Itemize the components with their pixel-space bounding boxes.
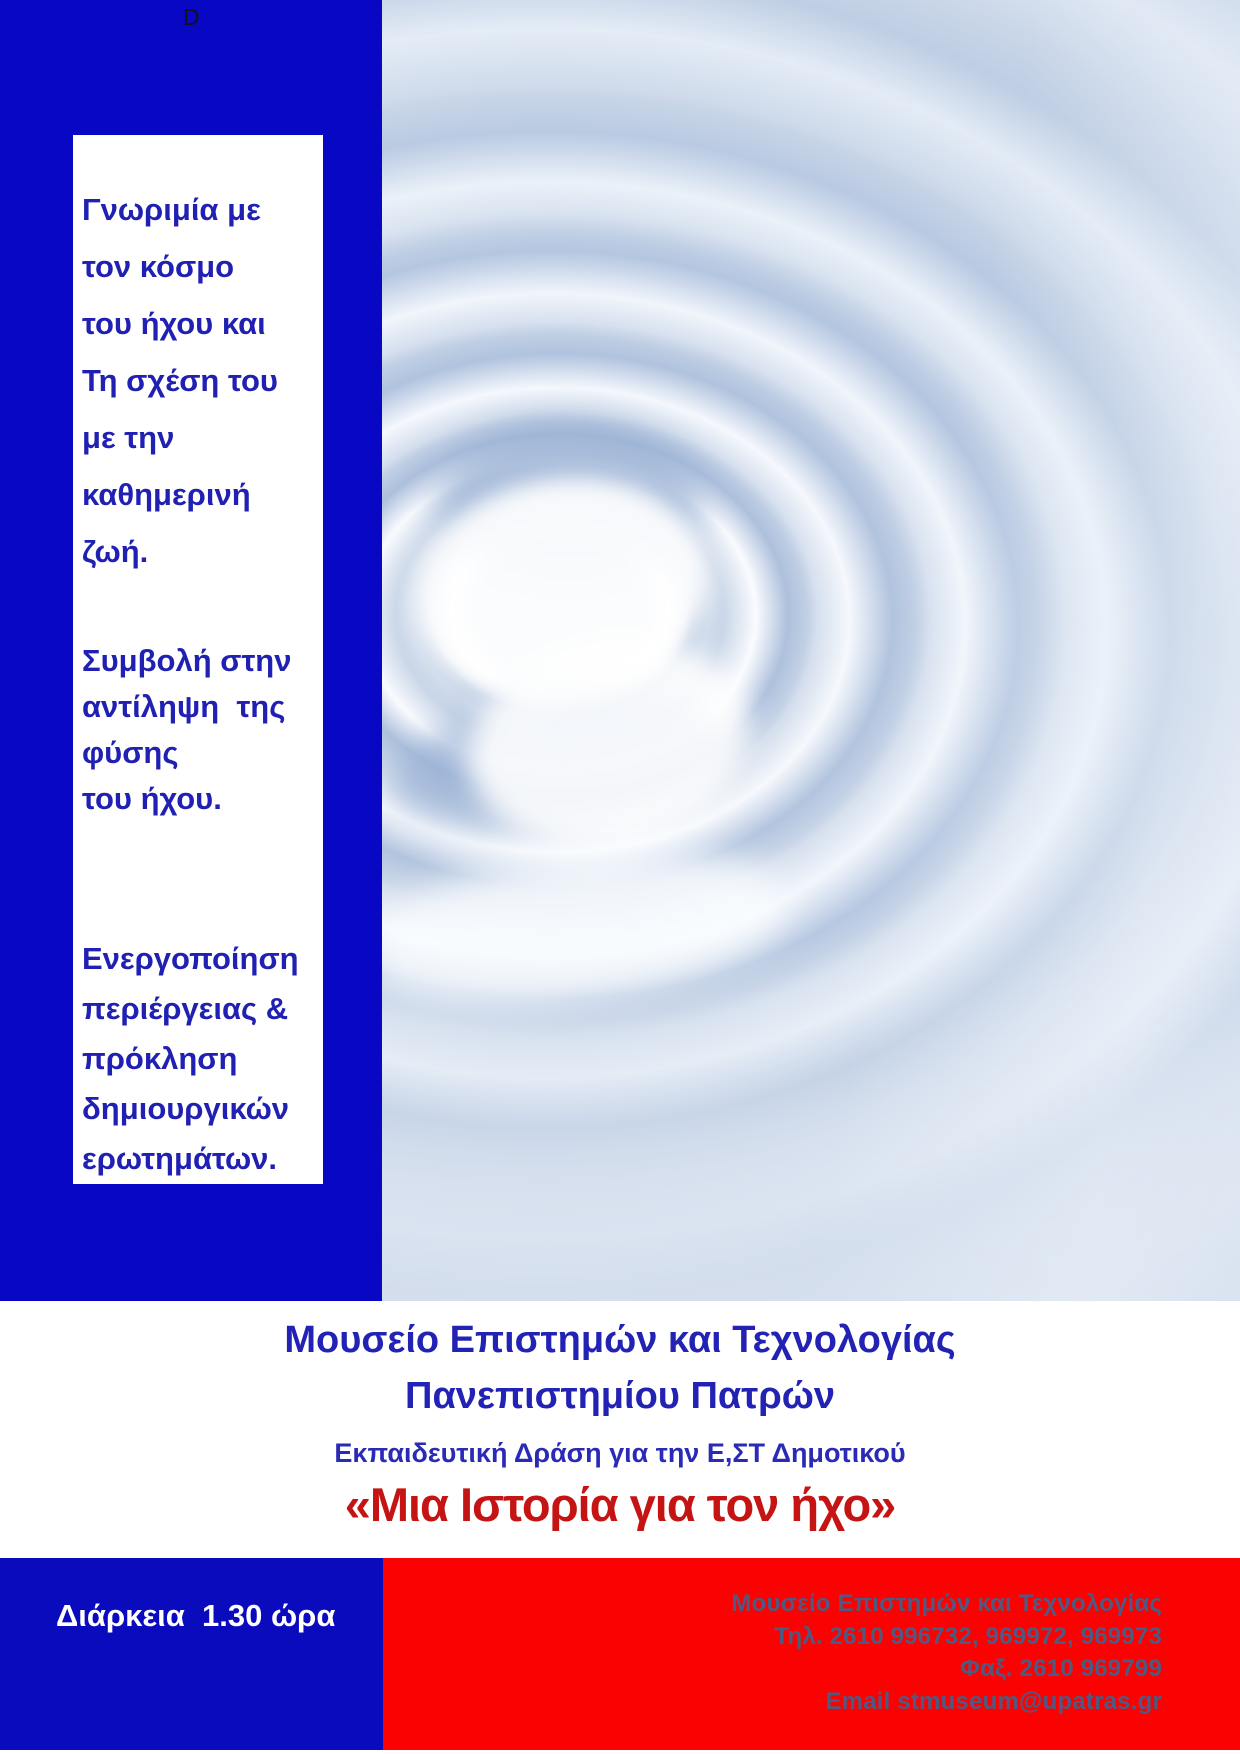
water-ripple-image	[382, 0, 1240, 1301]
intro-line: τον κόσμο	[82, 249, 235, 284]
intro-line: του ήχου.	[82, 781, 222, 816]
duration-block	[0, 1558, 383, 1750]
title-strip	[0, 1301, 1240, 1558]
intro-line: φύσης	[82, 735, 179, 770]
intro-line: του ήχου και	[82, 306, 266, 341]
left-blue-band	[0, 0, 382, 1301]
intro-line: Γνωριμία με	[82, 192, 261, 227]
intro-paragraph-2	[82, 638, 319, 822]
intro-paragraph-3	[82, 934, 319, 1184]
museum-name-line2: Πανεπιστημίου Πατρών	[405, 1375, 835, 1417]
duration-text: Διάρκεια 1.30 ώρα	[56, 1598, 336, 1633]
museum-name-line1: Μουσείο Επιστημών και Τεχνολογίας	[284, 1319, 956, 1361]
contact-phone: Τηλ. 2610 996732, 969972, 969973	[774, 1622, 1162, 1650]
ripple-fade-overlay	[382, 0, 1240, 1301]
contact-email: Email stmuseum@upatras.gr	[825, 1687, 1162, 1715]
intro-line: Τη σχέση του	[82, 363, 278, 398]
event-title: «Μια Ιστορία για τον ήχο»	[344, 1478, 896, 1531]
intro-line: περιέργειας &	[82, 991, 289, 1026]
intro-line: Ενεργοποίηση	[82, 941, 299, 976]
contact-museum-name: Μουσείο Επιστημών και Τεχνολογίας	[731, 1590, 1162, 1617]
intro-line: καθημερινή	[82, 477, 251, 512]
contact-block	[383, 1558, 1240, 1750]
intro-line: με την	[82, 420, 175, 455]
contact-fax: Φαξ. 2610 969799	[960, 1655, 1162, 1682]
intro-line: πρόκληση	[82, 1041, 238, 1076]
program-subtitle: Εκπαιδευτική Δράση για την Ε,ΣΤ Δημοτικού	[334, 1438, 906, 1468]
intro-line: δημιουργικών	[82, 1091, 290, 1126]
intro-line: ζωή.	[82, 534, 149, 569]
corner-mark: D	[183, 4, 200, 30]
intro-line: αντίληψη της	[82, 689, 286, 724]
intro-text-box	[73, 135, 323, 1184]
intro-line: ερωτημάτων.	[82, 1141, 278, 1176]
intro-paragraph-1	[82, 181, 319, 580]
intro-line: Συμβολή στην	[82, 643, 292, 678]
